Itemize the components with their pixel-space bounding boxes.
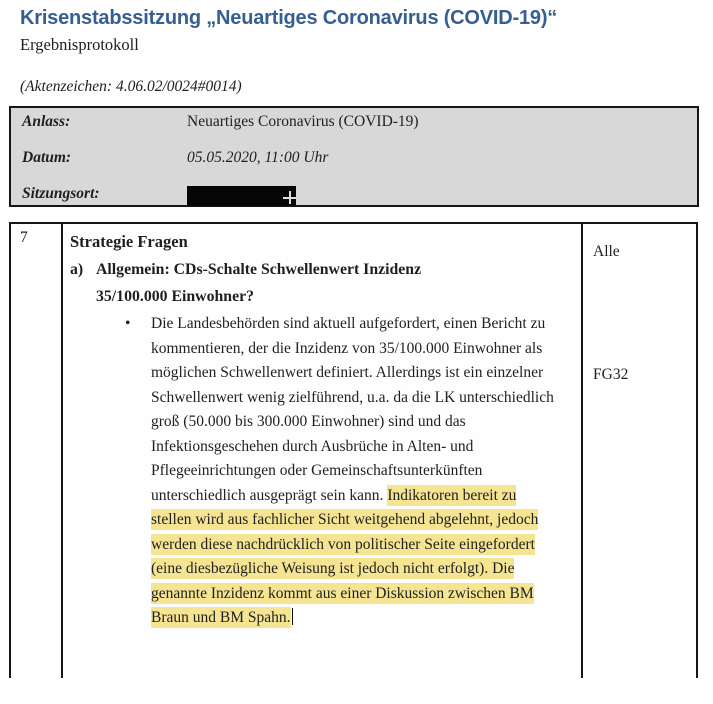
meta-value-datum: 05.05.2020, 11:00 Uhr — [187, 149, 329, 166]
subitem-title: Allgemein: CDs-Schalte Schwellenwert Inzidenz 35/100.000 Einwohner? — [96, 261, 422, 305]
text-caret — [292, 608, 294, 625]
meta-table — [9, 106, 699, 207]
meta-value-anlass: Neuartiges Coronavirus (COVID-19) — [187, 113, 419, 130]
file-reference: (Aktenzeichen: 4.06.02/0024#0014) — [20, 78, 242, 95]
bullet-paragraph[interactable] — [151, 312, 559, 631]
agenda-heading: Strategie Fragen — [70, 232, 188, 251]
meta-label-datum: Datum: — [22, 149, 72, 166]
agenda-item-number-cell — [11, 224, 63, 678]
crosshair-cursor-icon — [283, 191, 296, 204]
bullet-icon: • — [125, 315, 131, 332]
responsible-alle: Alle — [593, 243, 620, 260]
agenda-subitem — [70, 256, 573, 310]
meta-row-anlass — [11, 113, 697, 149]
subitem-marker: a) — [70, 261, 84, 278]
agenda-item-number: 7 — [20, 229, 28, 246]
meta-row-datum — [11, 149, 697, 185]
responsible-fg32: FG32 — [593, 366, 629, 383]
page-subtitle: Ergebnisprotokoll — [20, 35, 139, 54]
agenda-content-cell[interactable] — [63, 224, 581, 678]
page-title: Krisenstabssitzung „Neuartiges Coronavirus (COVID-19)“ — [20, 7, 558, 29]
agenda-table — [9, 222, 698, 678]
bullet-item — [125, 312, 573, 631]
meta-row-sitzungsort — [11, 185, 697, 221]
meta-label-anlass: Anlass: — [22, 113, 71, 130]
highlighted-text: Indikatoren bereit zu stellen wird aus fachlicher Sicht weitgehend abgelehnt, jedoch werden diese nachdrücklich von politischer Seite eingefordert (eine diesbezügliche Weisung ist jedoch nicht erfolgt). Die genannte Inzidenz kommt aus einer Diskussion zwischen BM Braun und BM Spahn. — [151, 486, 539, 626]
redaction-bar — [187, 186, 296, 206]
responsible-cell — [581, 224, 696, 678]
paragraph-text: Die Landesbehörden sind aktuell aufgefordert, einen Bericht zu kommentieren, der die Inzidenz von 35/100.000 Einwohner als möglichen Schwellenwert definiert. Allerdings ist ein einzelner Schwellenwert wenig zielführend, u.a. da die LK unterschiedlich groß (50.000 bis 300.000 Einwohner) sind und das Infektionsgeschehen durch Ausbrüche in Alten- und Pflegeeinrichtungen oder Gemeinschaftsunterkünften unterschiedlich ausgeprägt sein kann. — [151, 315, 554, 504]
meta-label-sitzungsort: Sitzungsort: — [22, 185, 100, 202]
